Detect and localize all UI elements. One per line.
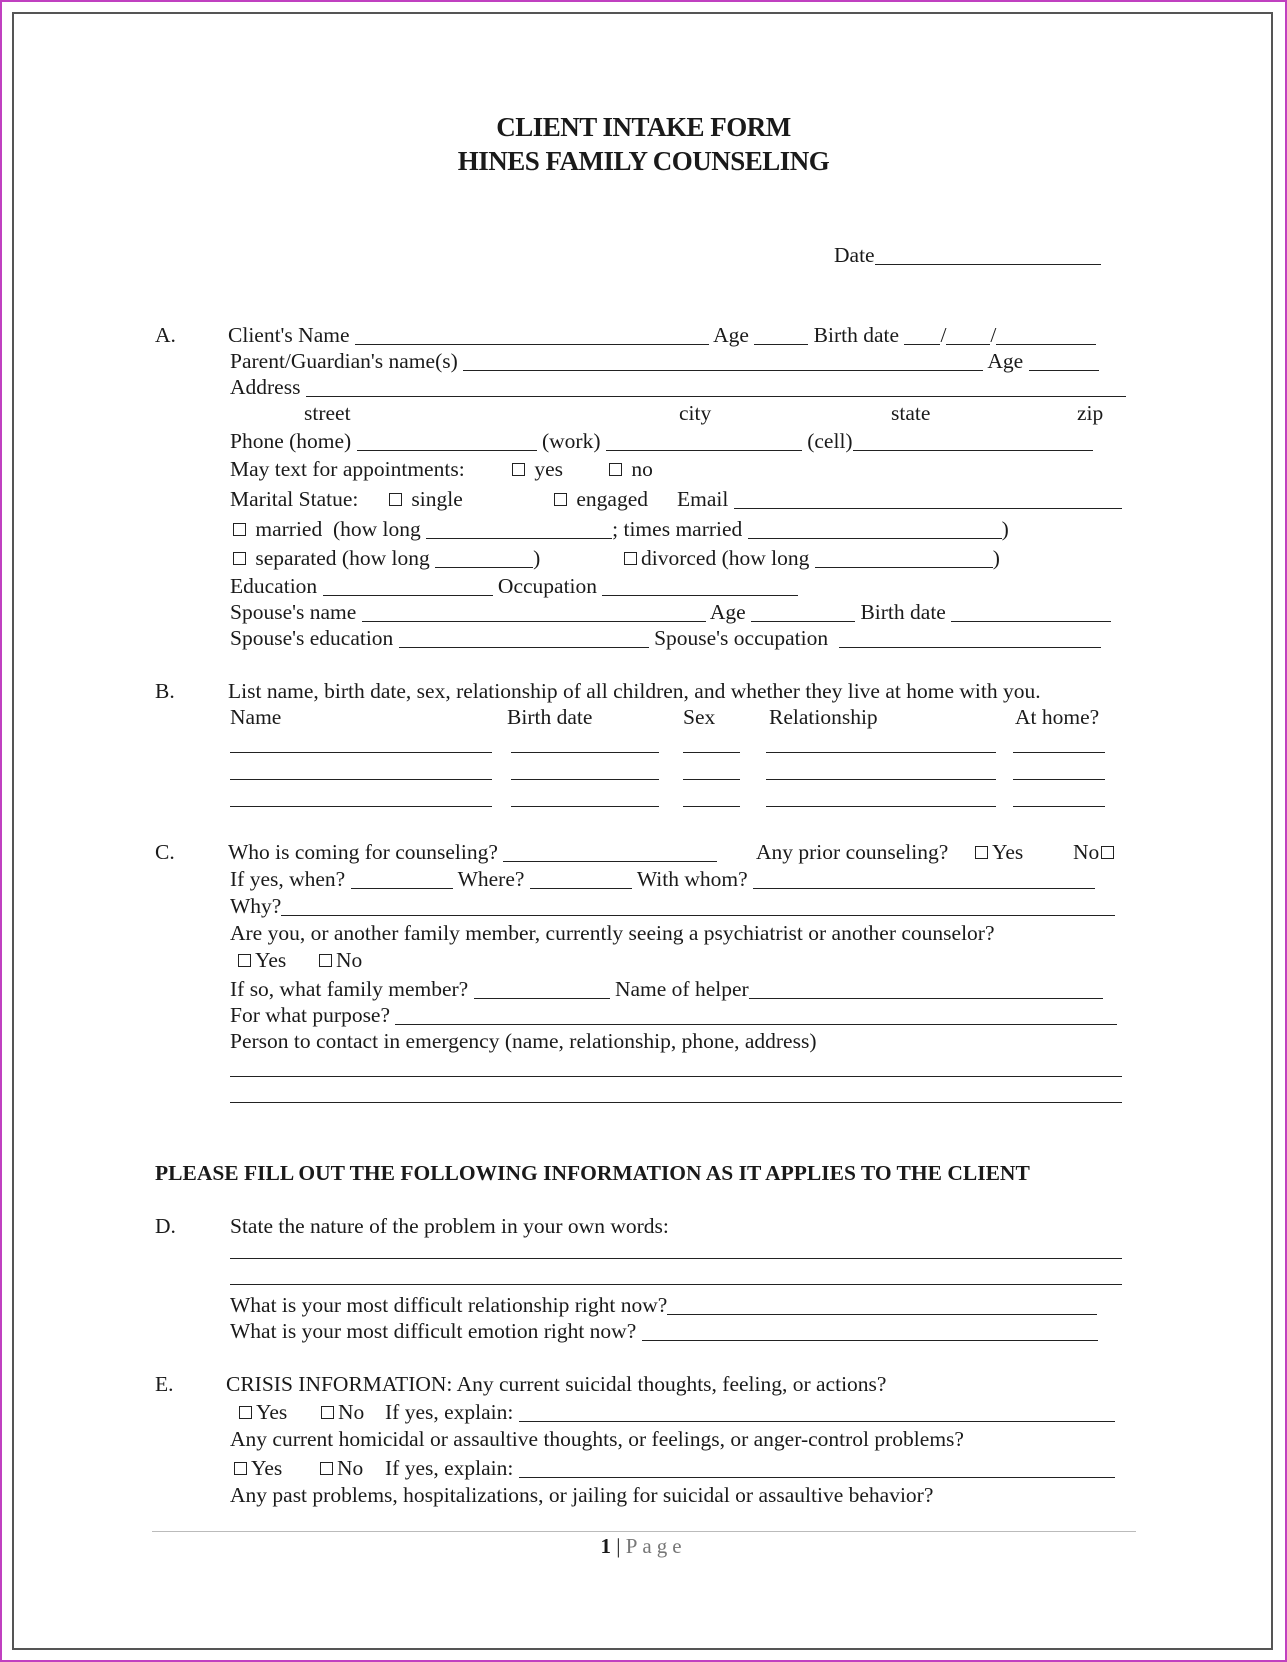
may-text-no-label: no [631, 457, 653, 481]
separated-how-long-field[interactable] [435, 549, 533, 568]
col-birth-date: Birth date [507, 705, 593, 729]
spouse-name-label: Spouse's name [230, 600, 357, 624]
child-3-sex-field[interactable] [683, 806, 740, 807]
date-field[interactable] [875, 246, 1101, 265]
married-label: married (how long [255, 517, 421, 541]
child-1-name-field[interactable] [230, 752, 492, 753]
name-helper-label: Name of helper [614, 977, 749, 1001]
suicidal-yes-label: Yes [256, 1400, 288, 1424]
suicidal-explain-row [385, 1399, 1115, 1425]
why-row [230, 893, 1115, 919]
separated-checkbox[interactable] [233, 552, 246, 565]
psychiatrist-yes [238, 947, 286, 973]
form-subtitle: HINES FAMILY COUNSELING [457, 146, 830, 176]
section-b-letter: B. [155, 679, 175, 703]
with-whom-field[interactable] [753, 870, 1095, 889]
phone-home-label: Phone (home) [230, 429, 352, 453]
difficult-emotion-label: What is your most difficult emotion right now? [230, 1319, 637, 1343]
separated-close-paren: ) [533, 546, 541, 570]
child-3-at-home-field[interactable] [1013, 806, 1105, 807]
client-name-field[interactable] [355, 326, 709, 345]
page-label: Page [625, 1534, 687, 1558]
relationship-row [230, 1292, 1097, 1318]
emotion-row [230, 1318, 1098, 1344]
homicidal-yes-checkbox[interactable] [234, 1462, 247, 1475]
phone-row [230, 428, 1093, 454]
child-1-sex-field[interactable] [683, 752, 740, 753]
separated-label: separated (how long [255, 546, 430, 570]
purpose-field[interactable] [395, 1006, 1117, 1025]
emergency-contact-label: Person to contact in emergency (name, relationship, phone, address) [230, 1029, 817, 1053]
homicidal-explain-row [385, 1455, 1115, 1481]
suicidal-explain-label: If yes, explain: [385, 1400, 514, 1424]
who-coming-label: Who is coming for counseling? [228, 840, 498, 864]
purpose-row [230, 1002, 1117, 1028]
psychiatrist-no [319, 947, 362, 973]
single-label: single [411, 487, 463, 511]
guardian-field[interactable] [463, 352, 983, 371]
child-3-name-field[interactable] [230, 806, 492, 807]
children-instruction: List name, birth date, sex, relationship of all children, and whether they live at home with you. [228, 679, 1041, 703]
child-1-birth-field[interactable] [511, 752, 659, 753]
engaged-label: engaged [576, 487, 649, 511]
marital-single [389, 486, 463, 512]
phone-home-field[interactable] [357, 432, 537, 451]
spouse-birth-label: Birth date [860, 600, 946, 624]
name-helper-field[interactable] [749, 980, 1103, 999]
child-2-name-field[interactable] [230, 779, 492, 780]
prior-counseling-label: Any prior counseling? [756, 840, 949, 864]
col-relationship: Relationship [769, 705, 878, 729]
may-text-no [609, 456, 653, 482]
address-field[interactable] [306, 378, 1126, 397]
psychiatrist-question: Are you, or another family member, currently seeing a psychiatrist or another counselor? [230, 921, 995, 945]
child-2-at-home-field[interactable] [1013, 779, 1105, 780]
child-1-relationship-field[interactable] [766, 752, 996, 753]
footer-divider [152, 1531, 1136, 1532]
suicidal-no-checkbox[interactable] [321, 1406, 334, 1419]
client-name-row: Client's Name Age Birth date / / [228, 322, 1096, 348]
suicidal-yes-checkbox[interactable] [239, 1406, 252, 1419]
spouse-row [230, 599, 1111, 625]
engaged-checkbox[interactable] [554, 493, 567, 506]
may-text-yes-label: yes [534, 457, 564, 481]
occupation-label: Occupation [497, 574, 598, 598]
times-married-label: ; times married [612, 517, 743, 541]
email-field[interactable] [734, 490, 1122, 509]
prior-no-label: No [1073, 840, 1100, 864]
may-text-yes-checkbox[interactable] [512, 463, 525, 476]
if-yes-row [230, 866, 1095, 892]
suicidal-no-label: No [338, 1400, 365, 1424]
suicidal-explain-field[interactable] [519, 1403, 1115, 1422]
child-3-relationship-field[interactable] [766, 806, 996, 807]
date-row [834, 242, 1101, 268]
if-yes-when-label: If yes, when? [230, 867, 346, 891]
education-row [230, 573, 798, 599]
col-sex: Sex [683, 705, 716, 729]
where-label: Where? [457, 867, 525, 891]
family-member-field[interactable] [474, 980, 610, 999]
psychiatrist-no-label: No [336, 948, 363, 972]
separated-row [233, 545, 540, 571]
guardian-age-label: Age [987, 349, 1024, 373]
problem-line-2[interactable] [230, 1284, 1122, 1285]
single-checkbox[interactable] [389, 493, 402, 506]
email-row [677, 486, 1122, 512]
purpose-label: For what purpose? [230, 1003, 391, 1027]
spouse-occupation-label: Spouse's occupation [654, 626, 829, 650]
difficult-relationship-field[interactable] [667, 1296, 1097, 1315]
marital-engaged [554, 486, 648, 512]
prior-yes [975, 839, 1023, 865]
address-city-caption: city [679, 401, 712, 425]
child-2-relationship-field[interactable] [766, 779, 996, 780]
client-age-field[interactable] [754, 326, 808, 345]
emergency-contact-line-2[interactable] [230, 1102, 1122, 1103]
divorced-checkbox[interactable] [624, 552, 637, 565]
section-a-letter: A. [155, 323, 176, 347]
child-2-sex-field[interactable] [683, 779, 740, 780]
client-name-label: Client's Name [228, 323, 350, 347]
suicidal-yes [239, 1399, 287, 1425]
who-coming-row [228, 839, 717, 865]
prior-no-checkbox[interactable] [1101, 846, 1114, 859]
section-d-letter: D. [155, 1214, 176, 1238]
date-label: Date [834, 243, 875, 267]
spouse-occupation-field[interactable] [839, 629, 1101, 648]
why-field[interactable] [281, 897, 1115, 916]
email-label: Email [677, 487, 729, 511]
with-whom-label: With whom? [636, 867, 748, 891]
suicidal-no [321, 1399, 364, 1425]
emergency-contact-line-1[interactable] [230, 1076, 1122, 1077]
col-at-home: At home? [1015, 705, 1100, 729]
family-member-row [230, 976, 1103, 1002]
spouse-age-label: Age [709, 600, 746, 624]
phone-work-label: (work) [541, 429, 601, 453]
homicidal-no [320, 1455, 363, 1481]
why-label: Why? [230, 894, 282, 918]
homicidal-no-checkbox[interactable] [320, 1462, 333, 1475]
divorced-row [624, 545, 1000, 571]
married-close-paren: ) [1001, 517, 1009, 541]
homicidal-yes [234, 1455, 282, 1481]
problem-nature-label: State the nature of the problem in your own words: [230, 1214, 669, 1238]
birth-day-field[interactable] [946, 326, 990, 345]
marital-label: Marital Statue: [230, 487, 359, 511]
psychiatrist-yes-label: Yes [255, 948, 287, 972]
section-c-letter: C. [155, 840, 175, 864]
child-2-birth-field[interactable] [511, 779, 659, 780]
phone-cell-field[interactable] [853, 432, 1093, 451]
child-1-at-home-field[interactable] [1013, 752, 1105, 753]
prior-no [1073, 839, 1118, 865]
section-e-letter: E. [155, 1372, 174, 1396]
spouse-edu-row [230, 625, 1101, 651]
birth-year-field[interactable] [996, 326, 1096, 345]
past-problems-question: Any past problems, hospitalizations, or jailing for suicidal or assaultive behavior? [230, 1483, 934, 1507]
family-member-label: If so, what family member? [230, 977, 469, 1001]
homicidal-no-label: No [337, 1456, 364, 1480]
page-separator: | [610, 1534, 626, 1558]
occupation-field[interactable] [602, 577, 798, 596]
address-street-caption: street [304, 401, 351, 425]
married-checkbox[interactable] [233, 523, 246, 536]
psychiatrist-yes-checkbox[interactable] [238, 954, 251, 967]
homicidal-explain-field[interactable] [519, 1459, 1115, 1478]
child-3-birth-field[interactable] [511, 806, 659, 807]
spouse-birth-field[interactable] [951, 603, 1111, 622]
guardian-label: Parent/Guardian's name(s) [230, 349, 458, 373]
notice-heading: PLEASE FILL OUT THE FOLLOWING INFORMATION AS IT APPLIES TO THE CLIENT [155, 1161, 1030, 1185]
divorced-label: divorced (how long [641, 546, 810, 570]
prior-yes-label: Yes [992, 840, 1024, 864]
phone-work-field[interactable] [606, 432, 802, 451]
difficult-relationship-label: What is your most difficult relationship right now? [230, 1293, 668, 1317]
client-birth-label: Birth date [813, 323, 900, 347]
times-married-field[interactable] [748, 520, 1002, 539]
address-label: Address [230, 375, 301, 399]
may-text-yes [512, 456, 563, 482]
spouse-education-label: Spouse's education [230, 626, 394, 650]
education-field[interactable] [323, 577, 493, 596]
guardian-row [230, 348, 1099, 374]
spouse-education-field[interactable] [399, 629, 649, 648]
homicidal-yes-label: Yes [251, 1456, 283, 1480]
divorced-how-long-field[interactable] [815, 549, 993, 568]
guardian-age-field[interactable] [1029, 352, 1099, 371]
spouse-age-field[interactable] [751, 603, 855, 622]
where-field[interactable] [530, 870, 632, 889]
psychiatrist-no-checkbox[interactable] [319, 954, 332, 967]
may-text-label: May text for appointments: [230, 457, 465, 481]
address-zip-caption: zip [1077, 401, 1104, 425]
col-name: Name [230, 705, 282, 729]
address-state-caption: state [891, 401, 931, 425]
spouse-name-field[interactable] [362, 603, 706, 622]
married-how-long-field[interactable] [426, 520, 612, 539]
homicidal-question: Any current homicidal or assaultive thoughts, or feelings, or anger-control problems? [230, 1427, 964, 1451]
page-footer [0, 1534, 1287, 1559]
client-age-label: Age [713, 323, 749, 347]
may-text-no-checkbox[interactable] [609, 463, 622, 476]
education-label: Education [230, 574, 318, 598]
prior-yes-checkbox[interactable] [975, 846, 988, 859]
page-number: 1 [600, 1534, 611, 1558]
homicidal-explain-label: If yes, explain: [385, 1456, 514, 1480]
form-title: CLIENT INTAKE FORM [496, 112, 791, 142]
difficult-emotion-field[interactable] [642, 1322, 1098, 1341]
married-row [233, 516, 1009, 542]
birth-month-field[interactable] [904, 326, 940, 345]
phone-cell-label: (cell) [807, 429, 853, 453]
address-row [230, 374, 1126, 400]
who-coming-field[interactable] [503, 843, 717, 862]
divorced-close-paren: ) [992, 546, 1000, 570]
if-yes-when-field[interactable] [351, 870, 453, 889]
crisis-question: CRISIS INFORMATION: Any current suicidal thoughts, feeling, or actions? [226, 1372, 887, 1396]
problem-line-1[interactable] [230, 1258, 1122, 1259]
